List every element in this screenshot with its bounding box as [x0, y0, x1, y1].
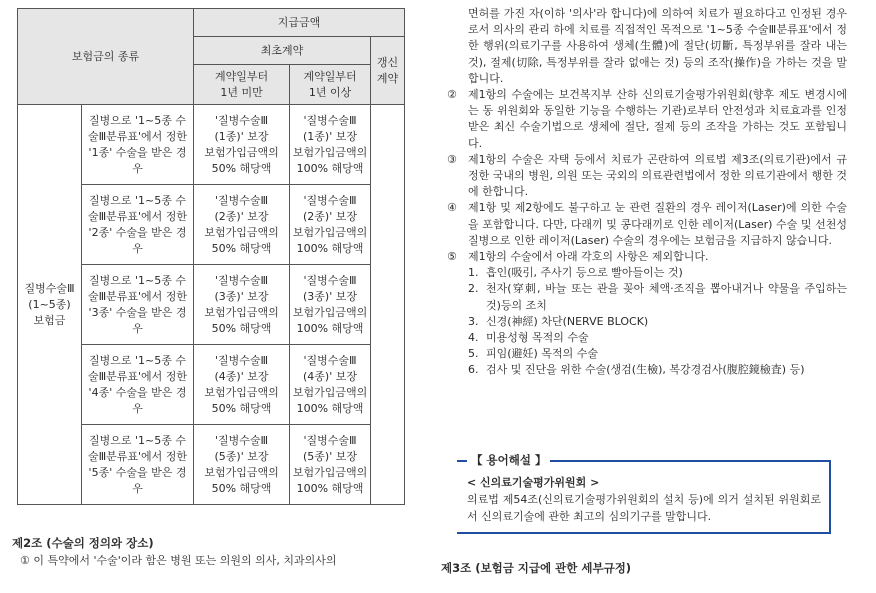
sub-item-text: 천자(穿刺, 바늘 또는 관을 꽂아 체액·조직을 뽑아내거나 약물을 주입하는 것)등의 조치 — [486, 282, 847, 312]
sub-item-text: 검사 및 진단을 위한 수술(생검(生檢), 복강경검사(腹腔鏡檢査) 등) — [486, 363, 805, 377]
sub-list-item — [447, 265, 847, 281]
condition-cell: 질병으로 '1~5종 수술Ⅲ분류표'에서 정한 '5종' 수술을 받은 경우 — [82, 425, 194, 505]
amount-under-cell: '질병수술Ⅲ (2종)' 보장 보험가입금액의 50% 해당액 — [194, 185, 290, 265]
amount-over-cell: '질병수술Ⅲ (1종)' 보장 보험가입금액의 100% 해당액 — [290, 105, 371, 185]
term-heading: < 신의료기술평가위원회 > — [467, 476, 600, 489]
sub-item-text: 미용성형 목적의 수술 — [486, 331, 589, 345]
condition-cell: 질병으로 '1~5종 수술Ⅲ분류표'에서 정한 '2종' 수술을 받은 경우 — [82, 185, 194, 265]
sub-list-item — [447, 281, 847, 313]
disease-surgery-benefit-cell: 질병수술Ⅲ (1~5종) 보험금 — [18, 105, 82, 505]
item-text: 제1항의 수술은 자택 등에서 치료가 곤란하여 의료법 제3조(의료기관)에서 규정한 국내의 병원, 의원 또는 국외의 의료관련법에서 정한 의료기관에서 행한 것에 한합니다. — [468, 152, 847, 199]
amount-under-cell: '질병수술Ⅲ (5종)' 보장 보험가입금액의 50% 해당액 — [194, 425, 290, 505]
list-item — [447, 87, 847, 152]
item-text: 제1항의 수술에는 보건복지부 산하 신의료기술평가위원회(향후 제도 변경시에는 동 위원회와 동일한 기능을 수행하는 기관)로부터 안전성과 치료효과를 인정받은 최신 수술기법으로 생체에 절단, 절제 등의 조작을 가하는 것도 포함됩니다. — [468, 88, 847, 150]
article2-paragraph1-continued: 면허를 가진 자(이하 '의사'라 합니다)에 의하여 치료가 필요하다고 인정된 경우로서 의사의 관리 하에 치료를 직접적인 목적으로 '1~5종 수술Ⅲ분류표'에서 정한 행위(의료기구를 사용하여 생체(生體)에 절단(切斷, 특정부위를 잘라 내는 것), 절제(切除, 특정부위를 잘라 없애는 것) 등의 조작(操作)을 가하는 것을 말합니다. — [468, 7, 847, 85]
header-under-1-year: 계약일부터 1년 미만 — [194, 65, 290, 105]
article2-paragraph1: ① 이 특약에서 '수술'이라 함은 병원 또는 의원의 의사, 치과의사의 — [20, 554, 337, 567]
box-right-border — [829, 460, 831, 534]
sub-item-text: 신경(神經) 차단(NERVE BLOCK) — [486, 314, 649, 328]
benefit-table — [17, 8, 405, 505]
sub-item-number: 2. — [468, 282, 479, 296]
term-box-label: 【 용어해설 】 — [467, 452, 550, 468]
term-body: 의료법 제54조(신의료기술평가위원회의 설치 등)에 의거 설치된 위원회로서 신의료기술에 관한 최고의 심의기구를 말합니다. — [467, 493, 821, 523]
item-text: 제1항의 수술에서 아래 각호의 사항은 제외합니다. — [468, 250, 709, 264]
item-number: ④ — [447, 201, 457, 215]
amount-over-cell: '질병수술Ⅲ (4종)' 보장 보험가입금액의 100% 해당액 — [290, 345, 371, 425]
list-item — [447, 200, 847, 249]
sub-list-item — [447, 346, 847, 362]
sub-item-number: 3. — [468, 314, 479, 328]
table-row — [18, 105, 405, 185]
amount-over-cell: '질병수술Ⅲ (5종)' 보장 보험가입금액의 100% 해당액 — [290, 425, 371, 505]
sub-item-text: 흡인(吸引, 주사기 등으로 빨아들이는 것) — [486, 266, 683, 280]
sub-item-number: 5. — [468, 347, 479, 361]
condition-cell: 질병으로 '1~5종 수술Ⅲ분류표'에서 정한 '4종' 수술을 받은 경우 — [82, 345, 194, 425]
article2-continued — [447, 6, 847, 379]
item-number: ② — [447, 88, 457, 102]
list-item — [447, 249, 847, 265]
sub-item-text: 피임(避妊) 목적의 수술 — [486, 347, 598, 361]
article2-start — [12, 535, 412, 569]
amount-over-cell: '질병수술Ⅲ (3종)' 보장 보험가입금액의 100% 해당액 — [290, 265, 371, 345]
article2-title: 제2조 (수술의 정의와 장소) — [12, 536, 154, 550]
header-over-1-year: 계약일부터 1년 이상 — [290, 65, 371, 105]
article3-title: 제3조 (보험금 지급에 관한 세부규정) — [441, 561, 632, 575]
sub-item-number: 1. — [468, 266, 479, 280]
condition-cell: 질병으로 '1~5종 수술Ⅲ분류표'에서 정한 '3종' 수술을 받은 경우 — [82, 265, 194, 345]
amount-under-cell: '질병수술Ⅲ (3종)' 보장 보험가입금액의 50% 해당액 — [194, 265, 290, 345]
item-number: ⑤ — [447, 250, 457, 264]
item-text: 제1항 및 제2항에도 불구하고 눈 관련 질환의 경우 레이저(Laser)에 의한 수술을 포함합니다. 다만, 다래끼 및 콩다래끼로 인한 레이저(Laser) 수술 및 선천성질병으로 인한 레이저(Laser) 수술의 경우에는 보험금을 지급하지 않습니다. — [468, 201, 847, 247]
item-number: ③ — [447, 152, 457, 166]
header-renewal-contract: 갱신 계약 — [371, 37, 405, 105]
sub-list-item — [447, 330, 847, 346]
renewal-empty-cell — [371, 105, 405, 505]
term-explanation-box — [457, 452, 831, 534]
list-item — [447, 152, 847, 201]
sub-list-item — [447, 314, 847, 330]
header-kind: 보험금의 종류 — [18, 9, 194, 105]
amount-under-cell: '질병수술Ⅲ (1종)' 보장 보험가입금액의 50% 해당액 — [194, 105, 290, 185]
amount-under-cell: '질병수술Ⅲ (4종)' 보장 보험가입금액의 50% 해당액 — [194, 345, 290, 425]
amount-over-cell: '질병수술Ⅲ (2종)' 보장 보험가입금액의 100% 해당액 — [290, 185, 371, 265]
sub-item-number: 6. — [468, 363, 479, 377]
condition-cell: 질병으로 '1~5종 수술Ⅲ분류표'에서 정한 '1종' 수술을 받은 경우 — [82, 105, 194, 185]
header-payment: 지급금액 — [194, 9, 405, 37]
header-initial-contract: 최초계약 — [194, 37, 371, 65]
box-bottom-border — [457, 532, 831, 534]
term-box-content — [467, 474, 821, 525]
sub-list-item — [447, 362, 847, 378]
sub-item-number: 4. — [468, 331, 479, 345]
